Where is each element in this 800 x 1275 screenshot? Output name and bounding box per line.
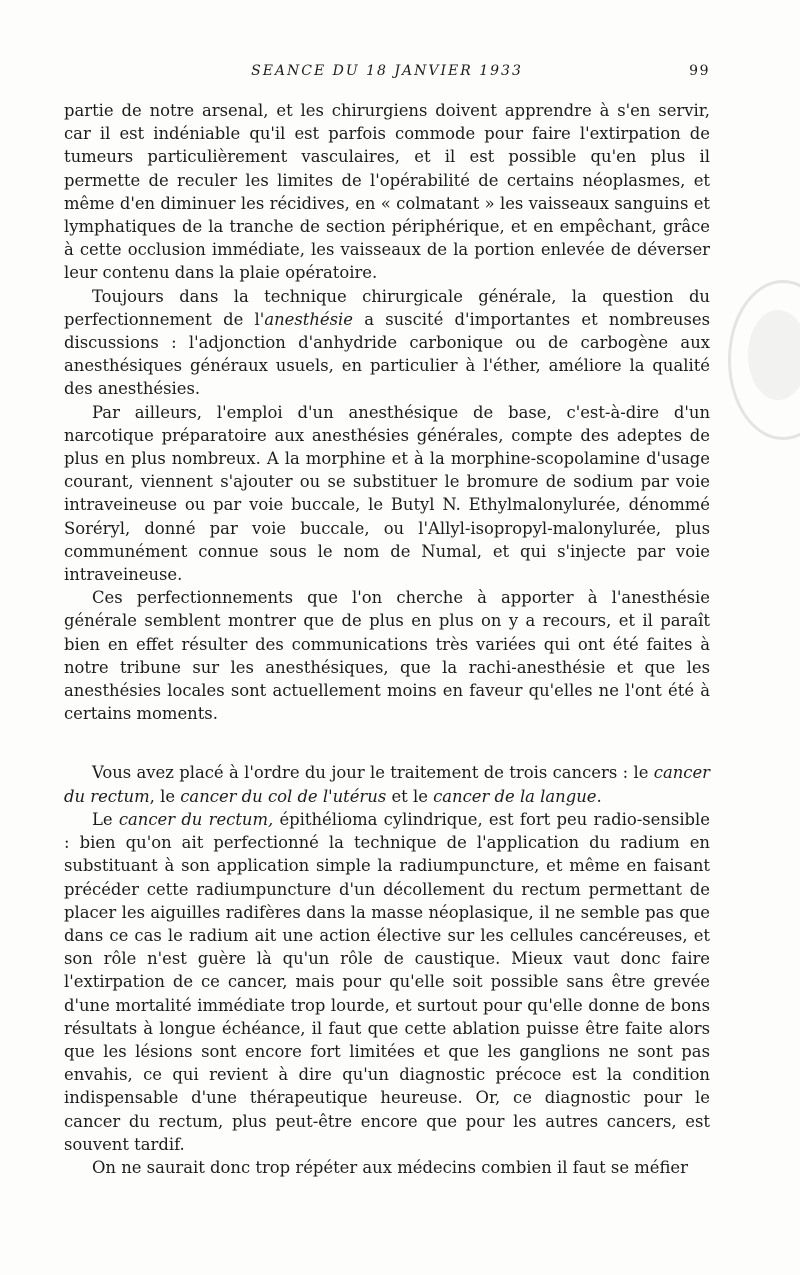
paragraph-anesthesia [64, 285, 710, 401]
emphasis-anesthesie: anesthésie [264, 309, 353, 329]
text-run: , le [149, 786, 181, 806]
emphasis-cancer-rectum: cancer du rectum [64, 763, 710, 806]
text-run: et le [386, 786, 434, 806]
paragraph-basal-anesthetic: Par ailleurs, l'emploi d'un anesthésique de base, c'est-à-dire d'un narcotique préparatoire aux anesthésies générales, compte des adeptes de plus en plus nombreux. A la morphine et à la morphine-scopolamine d'usage courant, viennent s'ajouter ou se substituer le bromure de sodium par voie intraveineuse ou par voie buccale, le Butyl N. Ethylmalonylurée, dénommé Soréryl, donné par voie buccale, ou l'Allyl-isopropyl-malonylurée, plus communément connue sous le nom de Numal, et qui s'injecte par voie intraveineuse. [64, 402, 710, 585]
running-head [64, 63, 710, 85]
body-text [64, 99, 710, 1179]
running-title: SEANCE DU 18 JANVIER 1933 [251, 63, 523, 79]
paragraph-improvements: Ces perfectionnements que l'on cherche à apporter à l'anesthésie générale semblent montrer que de plus en plus on y a recours, et il paraît bien en effet résulter des communications très variées qui ont été faites à notre tribune sur les anesthésiques, que la rachi-anesthésie et que les anesthésies locales sont actuellement moins en faveur qu'elles ne l'ont été à certains moments. [64, 588, 710, 724]
emphasis-cancer-uterus: cancer du col de l'utérus [180, 786, 387, 806]
paragraph-closing: On ne saurait donc trop répéter aux médecins combien il faut se méfier [92, 1157, 688, 1177]
text-run: Le [92, 809, 119, 829]
paragraph-continuation: partie de notre arsenal, et les chirurgiens doivent apprendre à s'en servir, car il est indéniable qu'il est parfois commode pour faire l'extirpation de tumeurs particulièrement vasculaires, et il est possible qu'en plus il permette de reculer les limites de l'opérabilité de certains néoplasmes, et même d'en diminuer les récidives, en « colmatant » les vaisseaux sanguins et lymphatiques de la tranche de section périphérique, et en empêchant, grâce à cette occlusion immédiate, les vaisseaux de la portion enlevée de déverser leur contenu dans la plaie opératoire. [64, 101, 710, 283]
text-run: . [596, 786, 602, 806]
text-run: épithélioma cylindrique, est fort peu radio-sensible : bien qu'on ait perfectionné la technique de l'application du radium en substituant à son application simple la radiumpuncture, et même en faisant précéder cette radiumpuncture d'un décollement du rectum permettant de placer les aiguilles radifères dans la masse néoplasique, il ne semble pas que dans ce cas le radium ait une action élective sur les cellules cancéreuses, et son rôle n'est guère là qu'un rôle de caustique. Mieux vaut donc faire l'extirpation de ce cancer, mais pour qu'elle soit possible sans être grevée d'une mortalité immédiate trop lourde, et surtout pour qu'elle donne de bons résultats à longue échéance, il faut que cette ablation puisse être faite alors que les lésions sont encore fort limitées et que les ganglions ne sont pas envahis, ce qui revient à dire qu'un diagnostic précoce est la condition indispensable d'une thérapeutique heureuse. Or, ce diagnostic pour le cancer du rectum, plus peut-être encore que pour les autres cancers, est souvent tardif. [64, 809, 710, 1154]
text-run: a suscité d'importantes et nombreuses discussions : l'adjonction d'anhydride carbonique ou de carbogène aux anesthésiques généraux usuels, en particulier à l'éther, améliore la qualité des anesthésies. [64, 309, 710, 399]
library-stamp-center [748, 310, 800, 400]
paragraph-rectum-cancer [64, 808, 710, 1156]
emphasis-cancer-rectum-2: cancer du rectum, [118, 809, 274, 829]
emphasis-cancer-langue: cancer de la langue [433, 786, 597, 806]
text-run: Vous avez placé à l'ordre du jour le traitement de trois cancers : le [92, 763, 654, 783]
paragraph-agenda [64, 761, 710, 807]
text-run: Toujours dans la technique chirurgicale générale, la question du perfectionnement de l' [64, 286, 710, 329]
page-number: 99 [689, 63, 710, 79]
